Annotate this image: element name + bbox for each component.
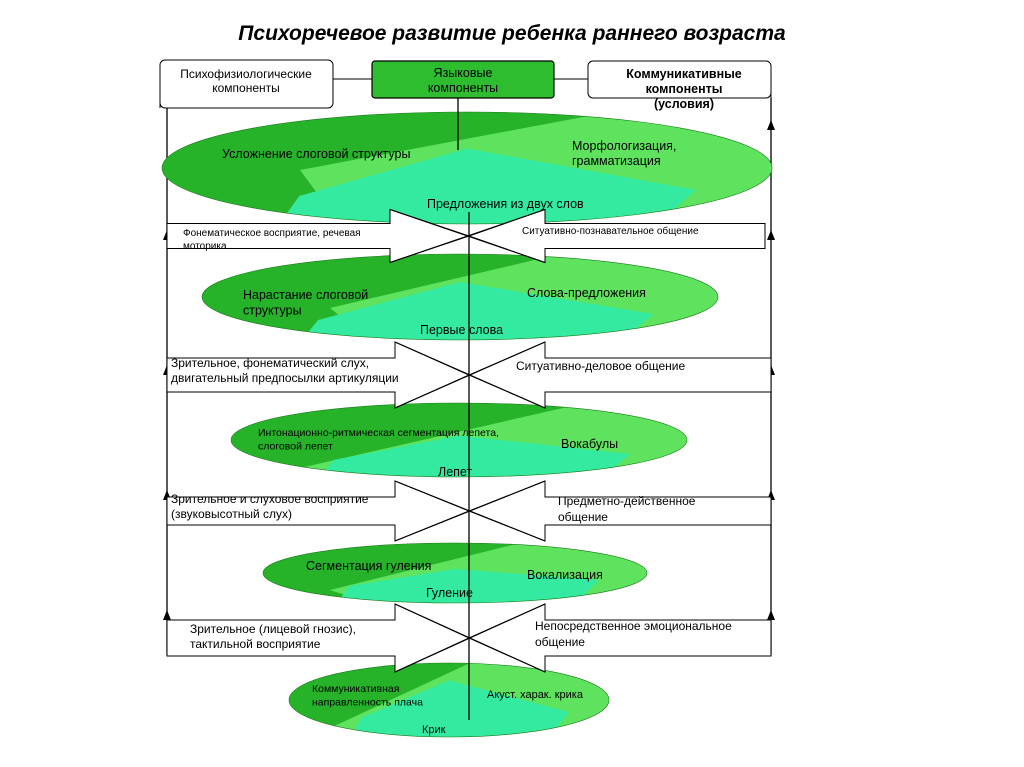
header-communicative-text-line: (условия) bbox=[654, 97, 714, 111]
level-bottom-label bbox=[427, 197, 584, 211]
level-4 bbox=[263, 543, 647, 605]
level-left-label-line: Нарастание слоговой bbox=[243, 288, 369, 302]
level-left-label bbox=[306, 559, 431, 573]
level-left-label-line: слоговой лепет bbox=[258, 440, 333, 453]
arrow-right-text-line: Ситуативно-деловое общение bbox=[516, 359, 686, 373]
level-left-label-line: структуры bbox=[243, 303, 302, 318]
level-1 bbox=[162, 112, 772, 226]
level-left-label bbox=[222, 147, 410, 161]
rail-arrowhead bbox=[767, 610, 775, 620]
arrow-left-text-line: (звуковысотный слух) bbox=[171, 507, 292, 521]
arrow-left-text-line: двигательный предпосылки артикуляции bbox=[171, 371, 399, 385]
level-bottom-label-line: Лепет bbox=[438, 465, 473, 479]
right-block-arrow bbox=[469, 342, 771, 408]
arrow-left-text bbox=[171, 356, 399, 385]
header-psychophysiological-text-line: компоненты bbox=[212, 81, 280, 95]
level-right-label-line: Морфологизация, bbox=[572, 139, 677, 153]
level-2 bbox=[202, 254, 718, 342]
level-3 bbox=[231, 403, 687, 479]
level-left-label-line: Коммуникативная bbox=[312, 683, 400, 695]
rail-arrowhead bbox=[163, 610, 171, 620]
level-bottom-label-line: Гуление bbox=[426, 586, 473, 600]
header-communicative-text-line: Коммуникативные bbox=[626, 67, 742, 81]
level-5 bbox=[289, 663, 609, 739]
level-right-label-line: Слова-предложения bbox=[527, 286, 646, 300]
level-left-label-line: Интонационно-ритмическая сегментация лепета, bbox=[258, 427, 499, 439]
level-bottom-label-line: Предложения из двух слов bbox=[427, 197, 584, 211]
level-left-label-line: Усложнение слоговой структуры bbox=[222, 147, 411, 161]
arrow-left-text-line: Фонематическое восприятие, речевая bbox=[183, 228, 361, 239]
level-bottom-label-line: Первые слова bbox=[420, 323, 504, 337]
level-bottom-label bbox=[438, 465, 472, 479]
page-title: Психоречевое развитие ребенка раннего возраста bbox=[238, 22, 786, 45]
header-language-text-line: Языковые bbox=[433, 66, 493, 80]
header-communicative-text-line: компоненты bbox=[645, 82, 723, 96]
level-right-label bbox=[487, 689, 584, 701]
level-left-label-line: Сегментация гуления bbox=[306, 559, 432, 573]
arrow-left-text-line: Зрительное (лицевой гнозис), bbox=[190, 622, 356, 636]
arrow-right-text-line: Непосредственное эмоциональное bbox=[535, 619, 732, 633]
level-right-label bbox=[561, 437, 618, 451]
header-psychophysiological-text-line: Психофизиологические bbox=[180, 67, 312, 81]
level-bottom-label bbox=[426, 586, 473, 600]
right-block-arrow bbox=[469, 481, 771, 541]
arrow-left-text-line: моторика bbox=[183, 241, 227, 252]
arrow-right-text bbox=[516, 359, 685, 373]
level-right-label-line: Акуст. харак. крика bbox=[487, 689, 583, 701]
level-bottom-label-line: Крик bbox=[422, 724, 446, 736]
header-language-text bbox=[428, 66, 498, 95]
arrow-right-text-line: Ситуативно-познавательное общение bbox=[522, 226, 699, 237]
rail-arrowhead bbox=[767, 230, 775, 240]
right-block-arrow bbox=[469, 604, 771, 672]
level-right-label bbox=[527, 568, 603, 582]
rail-arrowhead bbox=[767, 120, 775, 130]
level-left-label-line: направленность плача bbox=[312, 696, 423, 709]
arrow-left-text-line: Зрительное и слуховое восприятие bbox=[171, 492, 369, 506]
arrow-right-text-line: общение bbox=[535, 635, 585, 649]
arrow-left-text-line: Зрительное, фонематический слух, bbox=[171, 356, 370, 370]
arrow-right-text-line: Предметно-действенное bbox=[558, 494, 696, 508]
level-bottom-label bbox=[422, 724, 446, 736]
level-right-label-line: Вокализация bbox=[527, 568, 603, 582]
arrow-right-text bbox=[522, 225, 699, 237]
arrow-left-text-line: тактильной восприятие bbox=[190, 637, 321, 651]
arrow-right-text-line: общение bbox=[558, 510, 608, 524]
level-right-label bbox=[527, 286, 646, 300]
header-language-text-line: компоненты bbox=[427, 81, 499, 95]
level-bottom-label bbox=[420, 323, 503, 337]
level-right-label-line: Вокабулы bbox=[561, 437, 619, 451]
level-right-label-line: грамматизация bbox=[572, 154, 661, 168]
